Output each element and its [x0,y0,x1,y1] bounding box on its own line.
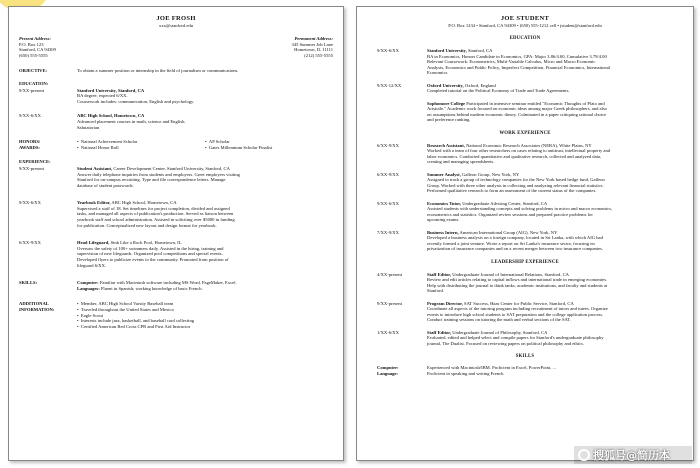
entry-title: Staff Editor, [427,271,452,277]
entry-title: Economics Tutor, [427,200,462,206]
entry-line: Help with distributing the journal to think tanks, academic institutions, and faculty and students at [427,282,608,288]
entry [367,301,683,323]
entry [367,172,683,194]
entry [367,272,683,294]
section-label: ADDITIONAL [19,301,49,307]
additional-item: • Traveled throughout the United States and Mexico [77,307,333,313]
entry-title: Business Intern, [427,229,459,235]
entry [367,83,683,94]
entry-org: ABC High School, Hometown, CA [110,200,177,206]
address-line: P.O. Box 123 [19,41,44,47]
honors-section [19,139,333,150]
entry-org: Undergraduate Journal of Philosophy, Stanford, CA [451,329,548,335]
section-label: EXPERIENCE: [19,159,51,165]
entry-line: Economics [427,70,448,75]
entry-line: supervision of new lifeguards. Organized pool competitions and special events. [77,251,223,257]
objective-section [19,68,333,74]
entry-line: Coordinate all aspects of the tutoring program including recruitment of tutors and tutees. Organize [427,306,608,311]
entry-org: Undergraduate Journal of International Relations, Stanford, CA [451,271,569,277]
skills-list [367,365,683,376]
education-entry [19,88,333,105]
watermark-text: 搜狐号@简历本 [593,449,670,462]
experience-entry [19,240,333,268]
resume-sections [367,36,683,359]
entry-line: yearbook staff and school administration. Assisted in soliciting over $5000 in funding [77,217,235,223]
honor-item: • AP Scholar [205,139,333,145]
entry-org: American International Group (AIG), New York, NY [458,229,558,235]
permanent-address [292,36,333,58]
entry-title: Oxford University, [427,82,464,88]
entry-line: lifeguard 6/XX. [77,262,107,268]
entry-date: 7/XX-9/XX [377,229,399,235]
entry-line: Advanced placement courses in math, science and English. [77,118,186,124]
additional-item: • Certified American Red Cross CPR and First Aid Instructor [77,324,333,330]
permanent-address-label: Permanent Address: [294,36,333,41]
entry-line: econometrics and statistics. Organized review sessions and prepared practice problems for [427,211,593,217]
entry-date: 6/XX-9/XX [19,240,41,246]
entry-title: Staff Editor, [427,329,452,335]
entry-date: 9/XX-6/XX [377,200,399,206]
entry-line: on assumptions behind modern economic theory. Culminated in a paper critiquing rational choice [427,111,607,117]
entry-date: 9/XX-present [19,87,45,93]
entry-line: Coursework includes: communication, English and psychology. [77,98,195,104]
entry-title: Summer Analyst, [427,171,461,177]
entry-line: Oversaw the safety of 100+ swimmers daily. Assisted in the hiring, training and [77,245,224,251]
entry-line: Supervised a staff of 18. Set timelines for project completion, divided and assigned [77,205,230,211]
additional-item: • Eagle Scout [77,313,333,319]
honor-item: • Gates Millennium Scholar Finalist [205,145,333,151]
watermark [574,446,692,464]
entry-line: BA in Economics, Honors Candidate in Economics, GPA: Major 3.86/4.00, Cumulative 3.79/4.00 [427,53,607,59]
address-line: Stanford, CA 94309 [19,47,56,53]
address-line: 345 Summer Job Lane [291,41,333,47]
present-address-label: Present Address: [19,36,51,41]
entry [367,230,683,252]
entry-line: database of student passwords. [77,182,134,188]
entry-line: Assigned to track a group of technology companies for the New York based hedge fund, Galleon [427,177,605,182]
entry [367,143,683,165]
entry-line: Evaluated, edited and helped select and compile papers for Stanford's undergraduate philosophy [427,335,604,340]
resume-name: JOE STUDENT [500,15,550,22]
entry-line: Group. Worked with three other analysts in collecting and analyzing relevant financial statistics. [427,182,604,188]
skill-text: Experienced with Macintosh/IBM. Proficient in Excel, PowerPoint, ... [427,365,556,370]
entry-title: ABC High School, Hometown, CA [77,113,145,119]
entry-title: Stanford University, Stanford, CA [77,87,145,93]
entry-line: and preference ranking. [427,117,471,122]
entry-line: Conduct training sessions on tutoring the math and verbal sections of the SAT. [427,317,571,322]
entry-line: Analysis, Economics and Public Policy, Imperfect Competition, Financial Economics, International [427,64,611,70]
skill-label: Computer: [377,365,399,370]
address-line: Hometown, IL 11111 [294,47,333,53]
section-label: EDUCATION: [19,80,49,86]
entry-org: Participated in intensive seminar entitled "Economic Thoughts of Plato and [465,100,605,106]
watermark-logo-icon [578,449,590,461]
entry [367,101,683,123]
section-label: OBJECTIVE: [19,68,48,74]
honor-item: • National Achievement Scholar [77,139,205,145]
entry-date: 9/XX-6/XX [19,113,41,119]
section-label: HONORS/ [19,139,41,145]
entry-line: Developed flyers to publicize events to the community. Promoted from position of [77,257,229,263]
resume-page-right [356,6,694,461]
entry [367,48,683,76]
entry-line: Relevant Coursework: Econometrics, Multi-Variable Calculus, Micro and Macro Economic [427,59,596,64]
objective-text: To obtain a summer position or internship in the field of journalism or communications. [77,68,239,74]
entry-line: Developed a business analysis on a foreign company, located in Sri Lanka, with which AIG had [427,235,603,240]
skill-label: Languages: [77,285,100,291]
entry-line: for publication. Conceptualized new layout and design format for yearbook. [77,222,217,228]
experience-entry [19,200,333,228]
entry-title: Stanford University, [427,48,467,53]
resume-contact: P.O. Box 1234 • Stanford, CA 94309 • (650) 555-1212 cell • jstudent@stanford.edu [448,23,602,28]
entry-line: Worked with a team of four other researchers on cases relating to antitrust, intellectual property and [427,148,611,153]
skills-section [19,280,333,291]
entry-line: Completed tutorial on the Political Economy of Trade and Trade Agreements. [427,88,570,93]
experience-entry [19,166,333,188]
entry-line: labor economics. Conducted quantitative and qualitative research, collected and analyzed data, [427,153,602,159]
additional-item: • Interests include jazz, basketball, and baseball card collecting [77,318,333,324]
section-heading: EDUCATION [509,36,541,41]
entry-line: Review and edit articles relating to capital inflows and international trade in emerging economies. [427,277,608,282]
entry-line: journal, The Dualist. Focused on reviewing papers on political philosophy and ethics. [427,340,585,346]
entry-org: Oxford, England [463,82,496,88]
experience-section [19,159,333,165]
section-label: AWARDS: [19,144,40,150]
entry-org: Undergraduate Advising Center, Stanford, CA [461,200,548,206]
entry-date: 1/XX-6/XX [377,329,399,335]
entry-title: Head Lifeguard, [77,240,110,246]
skill-row [367,371,683,377]
entry-line: Performed qualitative research to form an assessment of the current status of the companies. [427,188,597,193]
skill-text: Fluent in Spanish; working knowledge of basic French. [99,285,203,291]
entry-date: 9/XX-12/XX [377,82,402,88]
entry-date: 9/XX-present [19,165,45,171]
address-line: (212) 555-5555 [304,52,333,58]
entry [367,330,683,347]
entry-line: Aristotle." Academic work focused on economic ideas among major Greek philosophers, and also [427,106,607,111]
entry-line: Stanford for on-campus recruiting. Type and file correspondence letters. Manage [77,177,226,183]
entry-title: Program Director, [427,300,463,306]
entry-date: 4/XX-present [377,271,403,277]
entry-line: Assisted students with understanding concepts and solving problems in micro and macro economics, [427,206,613,211]
entry-org: SAT Success, Haas Center for Public Service, Stanford, CA [462,300,574,306]
entry-org: National Economic Research Associates (NERA), White Plains, NY [464,142,592,148]
entry-date: 6/XX-9/XX [377,142,399,148]
entry-title: Student Assistant, [77,165,113,171]
entry-title: Yearbook Editor, [77,200,111,206]
entry-line: upcoming exams. [427,217,460,222]
entry-title: Research Assistant, [427,142,465,148]
entry-line: tasks, and managed all aspects of publication's production. Served as liaison between [77,211,234,217]
skill-label: Computer: [77,280,99,286]
resume-page-left [8,6,344,461]
additional-section [19,301,333,329]
resume-email: xxx@stanford.edu [159,23,193,28]
entry-line: Stanford. [427,288,444,293]
section-heading: WORK EXPERIENCE [499,130,551,136]
entry-date [367,101,427,123]
additional-item: • Member, ABC High School Varsity Baseball team [77,301,333,307]
resume-name: JOE FROSH [156,15,196,22]
entry-org: Galleon Group, New York, NY [460,171,520,177]
skill-text: Proficient in speaking and writing French [427,370,504,376]
education-entry [19,113,333,130]
entry-line: BA degree, expected 6/XX. [77,93,128,99]
section-label: SKILLS: [19,280,38,286]
entry-org: Career Development Center, Stanford University, Stanford, CA [112,165,230,171]
entry-org: Stanford, CA [466,48,493,53]
present-address [19,36,56,58]
entry-line: privatization of insurance companies and on a recent merger between two insurance companies. [427,246,604,251]
entry-org: Sink Like a Rock Pool, Hometown, IL [109,240,182,246]
entry-date: 9/XX-6/XX [377,48,399,53]
entry-line: events to introduce high school students to SAT preparation and the college application process. [427,311,604,317]
honor-item: • National Honor Roll [77,145,205,151]
section-label: INFORMATION: [19,307,55,312]
entry-date: 9/XX-present [377,300,403,306]
section-heading: SKILLS [515,354,535,359]
section-heading: LEADERSHIP EXPERIENCE [491,259,559,265]
address-line: (650) 555-5555 [19,52,48,58]
entry [367,201,683,223]
entry-date: 6/XX-9/XX [377,171,399,177]
address-block [19,36,333,58]
entry-line: Answer daily telephone inquiries from students and employers. Greet employers visiting [77,171,240,177]
entry-title: Sophomore College [427,100,466,106]
entry-line: Salutatorian [77,124,100,130]
entry-line: recently formed a joint venture. Wrote a report on Sri Lanka's insurance sector, focusing on [427,240,595,246]
entry-date: 9/XX-6/XX [19,200,41,206]
skill-text: Familiar with Macintosh software including MS Word, PageMaker, Excel. [98,280,237,286]
entry-line: creating and managing spreadsheets. [427,159,495,164]
skill-label: Language: [377,370,398,376]
education-section [19,81,333,87]
